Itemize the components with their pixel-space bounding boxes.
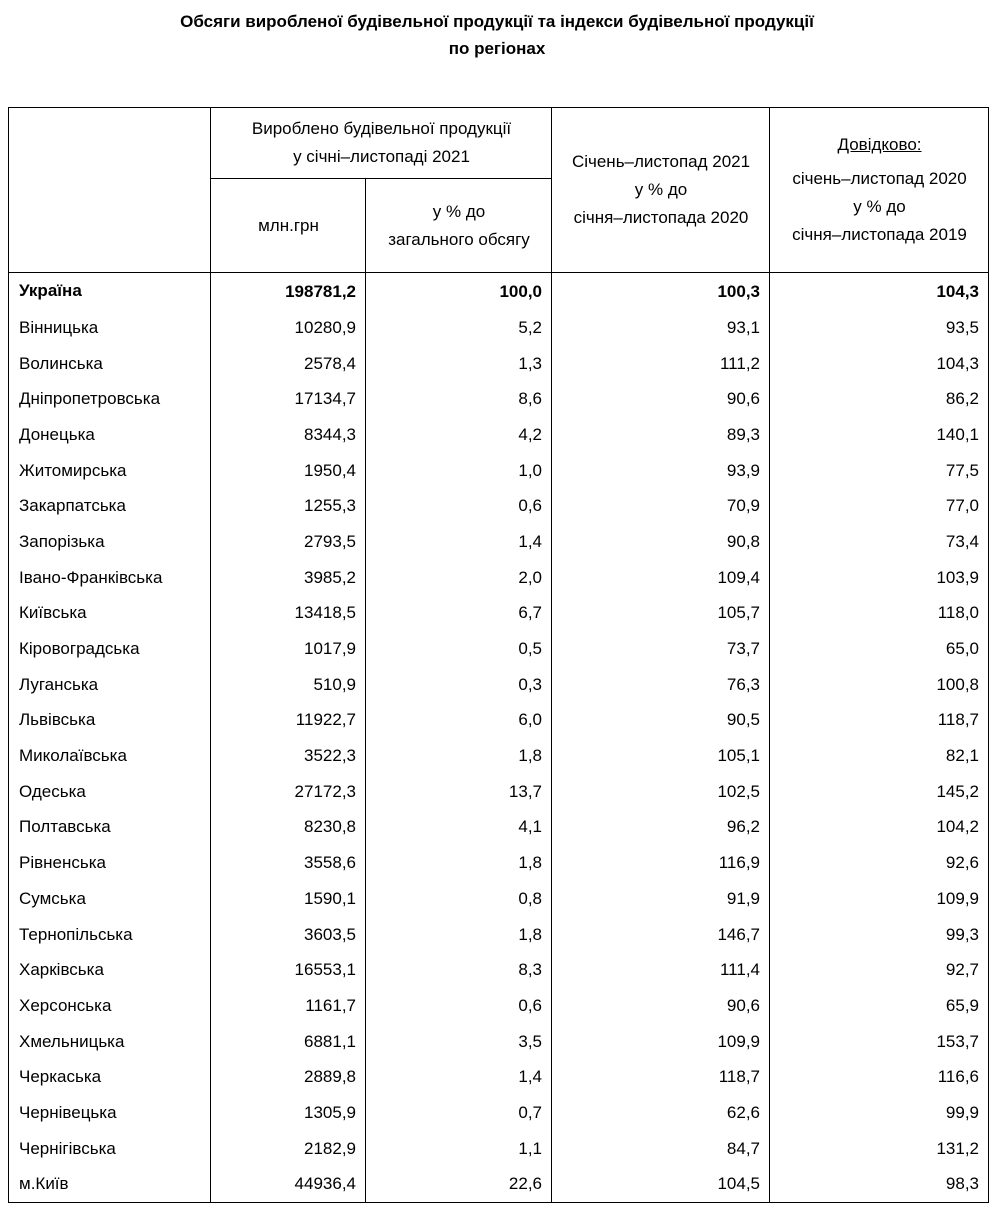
- mln-uah-cell: 17134,7: [211, 381, 366, 417]
- index-2021-cell: 118,7: [552, 1059, 770, 1095]
- table-row: [9, 488, 989, 524]
- index-2020-cell: 104,3: [770, 346, 989, 382]
- table-row: [9, 1167, 989, 1203]
- pct-total-cell: 0,5: [366, 631, 552, 667]
- pct-total-cell: 22,6: [366, 1167, 552, 1203]
- pct-total-line-2: загального обсягу: [388, 229, 530, 249]
- reference-label: Довідково:: [837, 135, 922, 154]
- pct-total-cell: 3,5: [366, 1024, 552, 1060]
- mln-uah-cell: 198781,2: [211, 273, 366, 311]
- region-cell: Закарпатська: [9, 488, 211, 524]
- region-cell: Луганська: [9, 667, 211, 703]
- region-cell: Одеська: [9, 774, 211, 810]
- table-row: [9, 703, 989, 739]
- produced-group-header: [211, 108, 552, 179]
- index-2021-cell: 91,9: [552, 881, 770, 917]
- index-2021-cell: 84,7: [552, 1131, 770, 1167]
- mln-uah-cell: 510,9: [211, 667, 366, 703]
- pct-total-cell: 0,7: [366, 1095, 552, 1131]
- mln-uah-cell: 3522,3: [211, 738, 366, 774]
- mln-uah-cell: 1950,4: [211, 453, 366, 489]
- table-row: [9, 346, 989, 382]
- table-row: [9, 845, 989, 881]
- index-2020-cell: 77,5: [770, 453, 989, 489]
- mln-uah-cell: 3558,6: [211, 845, 366, 881]
- pct-total-cell: 6,7: [366, 596, 552, 632]
- mln-uah-cell: 10280,9: [211, 310, 366, 346]
- index-2020-cell: 92,7: [770, 952, 989, 988]
- pct-total-cell: 1,1: [366, 1131, 552, 1167]
- mln-uah-cell: 8344,3: [211, 417, 366, 453]
- table-row: [9, 596, 989, 632]
- reference-line-1: січень–листопад 2020: [792, 169, 967, 188]
- pct-total-cell: 1,8: [366, 845, 552, 881]
- mln-uah-cell: 27172,3: [211, 774, 366, 810]
- table-row: [9, 952, 989, 988]
- mln-uah-cell: 8230,8: [211, 810, 366, 846]
- index-2020-cell: 103,9: [770, 560, 989, 596]
- index-2020-cell: 82,1: [770, 738, 989, 774]
- table-row: [9, 810, 989, 846]
- mln-uah-cell: 2578,4: [211, 346, 366, 382]
- mln-uah-cell: 44936,4: [211, 1167, 366, 1203]
- table-row: [9, 881, 989, 917]
- index-2020-cell: 140,1: [770, 417, 989, 453]
- page-title: [0, 8, 994, 62]
- index-2020-cell: 153,7: [770, 1024, 989, 1060]
- table-row: [9, 560, 989, 596]
- mln-uah-cell: 13418,5: [211, 596, 366, 632]
- region-cell: Полтавська: [9, 810, 211, 846]
- region-cell: Івано-Франківська: [9, 560, 211, 596]
- index-2020-cell: 100,8: [770, 667, 989, 703]
- index-2021-cell: 70,9: [552, 488, 770, 524]
- mln-uah-header: [211, 179, 366, 273]
- pct-total-cell: 0,6: [366, 988, 552, 1024]
- table-row: [9, 453, 989, 489]
- table-row: [9, 988, 989, 1024]
- table-row: [9, 631, 989, 667]
- table-row: [9, 310, 989, 346]
- pct-total-cell: 100,0: [366, 273, 552, 311]
- index-2021-line-2: у % до: [634, 180, 688, 199]
- region-cell: Харківська: [9, 952, 211, 988]
- region-cell: Київська: [9, 596, 211, 632]
- index-2021-cell: 104,5: [552, 1167, 770, 1203]
- index-2020-cell: 73,4: [770, 524, 989, 560]
- pct-total-cell: 2,0: [366, 560, 552, 596]
- mln-uah-cell: 2793,5: [211, 524, 366, 560]
- region-cell: Тернопільська: [9, 917, 211, 953]
- table-row: [9, 1095, 989, 1131]
- pct-total-cell: 1,3: [366, 346, 552, 382]
- region-cell: Волинська: [9, 346, 211, 382]
- pct-total-cell: 1,8: [366, 917, 552, 953]
- index-2021-cell: 111,2: [552, 346, 770, 382]
- mln-uah-cell: 2182,9: [211, 1131, 366, 1167]
- mln-uah-cell: 6881,1: [211, 1024, 366, 1060]
- region-cell: Запорізька: [9, 524, 211, 560]
- index-2021-header: [552, 108, 770, 273]
- index-2021-cell: 90,8: [552, 524, 770, 560]
- table-row: [9, 774, 989, 810]
- index-2021-line-1: Січень–листопад 2021: [571, 152, 751, 171]
- index-2021-cell: 62,6: [552, 1095, 770, 1131]
- region-cell: Україна: [9, 273, 211, 311]
- pct-total-cell: 1,8: [366, 738, 552, 774]
- index-2020-cell: 118,7: [770, 703, 989, 739]
- index-2020-cell: 92,6: [770, 845, 989, 881]
- title-line-1: Обсяги виробленої будівельної продукції та індекси будівельної продукції: [180, 12, 814, 31]
- index-2021-cell: 96,2: [552, 810, 770, 846]
- pct-total-cell: 13,7: [366, 774, 552, 810]
- index-2020-cell: 109,9: [770, 881, 989, 917]
- pct-total-cell: 0,6: [366, 488, 552, 524]
- mln-uah-cell: 3985,2: [211, 560, 366, 596]
- pct-total-cell: 8,6: [366, 381, 552, 417]
- region-cell: Житомирська: [9, 453, 211, 489]
- mln-uah-cell: 1017,9: [211, 631, 366, 667]
- index-2021-cell: 109,9: [552, 1024, 770, 1060]
- table-row: [9, 1131, 989, 1167]
- table-row: [9, 1059, 989, 1095]
- pct-total-header: [366, 179, 552, 273]
- index-2020-cell: 93,5: [770, 310, 989, 346]
- pct-total-line-1: у % до: [432, 201, 486, 221]
- region-cell: Вінницька: [9, 310, 211, 346]
- index-2020-cell: 98,3: [770, 1167, 989, 1203]
- mln-uah-cell: 1590,1: [211, 881, 366, 917]
- index-2021-cell: 89,3: [552, 417, 770, 453]
- table-row: [9, 417, 989, 453]
- pct-total-cell: 0,3: [366, 667, 552, 703]
- pct-total-cell: 1,0: [366, 453, 552, 489]
- total-row: [9, 273, 989, 311]
- table-row: [9, 524, 989, 560]
- regions-table: [8, 107, 989, 1203]
- reference-line-2: у % до: [853, 197, 906, 216]
- table-row: [9, 917, 989, 953]
- mln-uah-label: млн.грн: [258, 215, 319, 235]
- index-2021-cell: 93,1: [552, 310, 770, 346]
- mln-uah-cell: 3603,5: [211, 917, 366, 953]
- mln-uah-cell: 1161,7: [211, 988, 366, 1024]
- index-2021-cell: 93,9: [552, 453, 770, 489]
- region-cell: Херсонська: [9, 988, 211, 1024]
- region-cell: Донецька: [9, 417, 211, 453]
- index-2020-cell: 131,2: [770, 1131, 989, 1167]
- index-2021-cell: 105,1: [552, 738, 770, 774]
- pct-total-cell: 4,1: [366, 810, 552, 846]
- index-2020-cell: 99,9: [770, 1095, 989, 1131]
- pct-total-cell: 1,4: [366, 524, 552, 560]
- index-2020-cell: 86,2: [770, 381, 989, 417]
- index-2020-cell: 77,0: [770, 488, 989, 524]
- index-2021-cell: 111,4: [552, 952, 770, 988]
- pct-total-cell: 0,8: [366, 881, 552, 917]
- index-2021-cell: 116,9: [552, 845, 770, 881]
- table-row: [9, 667, 989, 703]
- region-cell: Рівненська: [9, 845, 211, 881]
- region-cell: Дніпропетровська: [9, 381, 211, 417]
- title-line-2: по регіонах: [448, 39, 546, 58]
- region-cell: Сумська: [9, 881, 211, 917]
- region-cell: Кіровоградська: [9, 631, 211, 667]
- pct-total-cell: 6,0: [366, 703, 552, 739]
- region-cell: Черкаська: [9, 1059, 211, 1095]
- index-2021-cell: 76,3: [552, 667, 770, 703]
- pct-total-cell: 8,3: [366, 952, 552, 988]
- mln-uah-cell: 1305,9: [211, 1095, 366, 1131]
- index-2020-cell: 104,3: [770, 273, 989, 311]
- index-2021-cell: 90,6: [552, 381, 770, 417]
- index-2020-cell: 116,6: [770, 1059, 989, 1095]
- index-2021-cell: 90,5: [552, 703, 770, 739]
- pct-total-cell: 5,2: [366, 310, 552, 346]
- index-2021-cell: 109,4: [552, 560, 770, 596]
- region-cell: Чернігівська: [9, 1131, 211, 1167]
- region-cell: Хмельницька: [9, 1024, 211, 1060]
- index-2021-cell: 105,7: [552, 596, 770, 632]
- index-2020-cell: 65,0: [770, 631, 989, 667]
- region-cell: Львівська: [9, 703, 211, 739]
- index-2020-cell: 118,0: [770, 596, 989, 632]
- index-2020-cell: 145,2: [770, 774, 989, 810]
- pct-total-cell: 1,4: [366, 1059, 552, 1095]
- index-2021-cell: 146,7: [552, 917, 770, 953]
- produced-group-line-2: у січні–листопаді 2021: [293, 147, 470, 166]
- region-cell: м.Київ: [9, 1167, 211, 1203]
- index-2020-cell: 104,2: [770, 810, 989, 846]
- table-row: [9, 738, 989, 774]
- region-header-cell: [9, 108, 211, 273]
- reference-line-3: січня–листопада 2019: [792, 225, 967, 244]
- mln-uah-cell: 1255,3: [211, 488, 366, 524]
- index-2021-line-3: січня–листопада 2020: [573, 208, 749, 227]
- index-2021-cell: 100,3: [552, 273, 770, 311]
- index-2021-cell: 102,5: [552, 774, 770, 810]
- pct-total-cell: 4,2: [366, 417, 552, 453]
- region-cell: Миколаївська: [9, 738, 211, 774]
- table-row: [9, 1024, 989, 1060]
- reference-header: [770, 108, 989, 273]
- region-cell: Чернівецька: [9, 1095, 211, 1131]
- index-2021-cell: 73,7: [552, 631, 770, 667]
- produced-group-line-1: Вироблено будівельної продукції: [251, 119, 512, 138]
- index-2020-cell: 99,3: [770, 917, 989, 953]
- index-2021-cell: 90,6: [552, 988, 770, 1024]
- table-header: [9, 108, 989, 273]
- mln-uah-cell: 16553,1: [211, 952, 366, 988]
- table-body: [9, 273, 989, 1203]
- table-row: [9, 381, 989, 417]
- index-2020-cell: 65,9: [770, 988, 989, 1024]
- mln-uah-cell: 2889,8: [211, 1059, 366, 1095]
- mln-uah-cell: 11922,7: [211, 703, 366, 739]
